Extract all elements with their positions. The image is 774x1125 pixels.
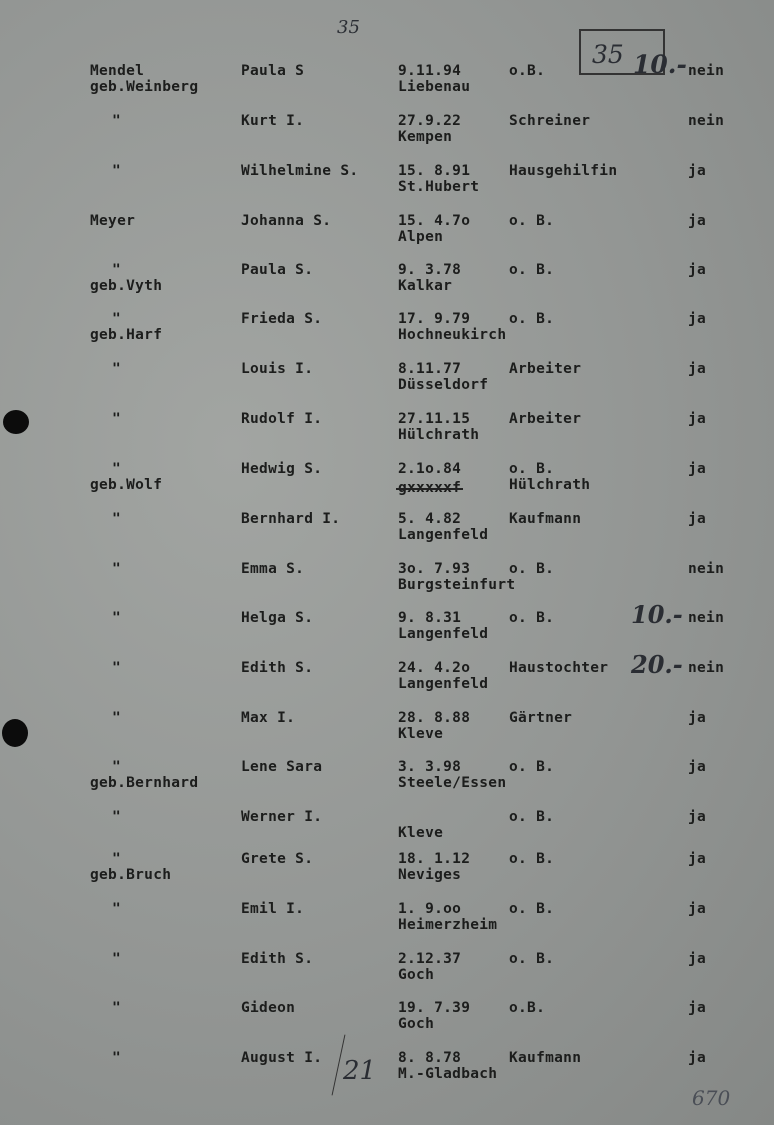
status: ja (688, 809, 707, 825)
birth-place: Burgsteinfurt (398, 577, 516, 593)
footer-number: 670 (692, 1086, 731, 1110)
birth-date: 8.11.77 (398, 361, 462, 377)
surname: " (112, 113, 122, 129)
occupation: Kaufmann (509, 511, 582, 527)
surname: " (112, 411, 122, 427)
surname: " (112, 759, 122, 775)
given-name: Johanna S. (241, 213, 332, 229)
struck-place: gxxxxxf (398, 480, 462, 496)
birth-place: Kempen (398, 129, 453, 145)
given-name: Emil I. (241, 901, 305, 917)
given-name: Max I. (241, 710, 296, 726)
birth-place: Neviges (398, 867, 462, 883)
birth-date: 24. 4.2o (398, 660, 471, 676)
status: ja (688, 1000, 707, 1016)
birth-name: geb.Bernhard (90, 775, 199, 791)
birth-date: 15. 4.7o (398, 213, 471, 229)
surname: " (112, 461, 122, 477)
birth-place: Heimerzheim (398, 917, 498, 933)
surname: " (112, 1050, 122, 1066)
surname: " (112, 901, 122, 917)
surname: " (112, 561, 122, 577)
birth-date: 9.11.94 (398, 63, 462, 79)
birth-place: Kleve (398, 726, 444, 742)
birth-place: St.Hubert (398, 179, 480, 195)
birth-place: Liebenau (398, 79, 471, 95)
birth-place: Düsseldorf (398, 377, 489, 393)
surname: " (112, 262, 122, 278)
fee-top: 10.- (633, 50, 687, 79)
surname: Meyer (90, 213, 136, 229)
status: ja (688, 901, 707, 917)
birth-place: Langenfeld (398, 527, 489, 543)
birth-date: 3o. 7.93 (398, 561, 471, 577)
surname: " (112, 610, 122, 626)
given-name: Gideon (241, 1000, 296, 1016)
status: ja (688, 411, 707, 427)
given-name: August I. (241, 1050, 323, 1066)
surname: " (112, 163, 122, 179)
punch-hole-lower (2, 719, 28, 747)
status: ja (688, 1050, 707, 1066)
occupation: Arbeiter (509, 411, 582, 427)
birth-date: 9. 8.31 (398, 610, 462, 626)
birth-date: 15. 8.91 (398, 163, 471, 179)
given-name: Wilhelmine S. (241, 163, 359, 179)
birth-date: 18. 1.12 (398, 851, 471, 867)
occupation: o.B. (509, 63, 546, 79)
status: ja (688, 759, 707, 775)
page-number: 35 (337, 17, 360, 38)
birth-name: geb.Harf (90, 327, 163, 343)
birth-name: geb.Bruch (90, 867, 172, 883)
occupation: o.B. (509, 1000, 546, 1016)
birth-place: Hülchrath (398, 427, 480, 443)
status: ja (688, 163, 707, 179)
status: ja (688, 213, 707, 229)
occupation: Schreiner (509, 113, 591, 129)
occupation: o. B. (509, 901, 555, 917)
surname: " (112, 851, 122, 867)
occupation: o. B. (509, 213, 555, 229)
birth-date: 2.1o.84 (398, 461, 462, 477)
surname: Mendel (90, 63, 145, 79)
birth-name: geb.Vyth (90, 278, 163, 294)
surname: " (112, 311, 122, 327)
occupation: o. B. (509, 851, 555, 867)
given-name: Frieda S. (241, 311, 323, 327)
birth-place: Hülchrath (509, 477, 591, 493)
given-name: Grete S. (241, 851, 314, 867)
birth-date: 27.11.15 (398, 411, 471, 427)
status: nein (688, 610, 725, 626)
fee-handwritten: 10.- (631, 600, 683, 629)
birth-date: 17. 9.79 (398, 311, 471, 327)
given-name: Bernhard I. (241, 511, 341, 527)
status: ja (688, 511, 707, 527)
stamp-box-number: 35 (592, 40, 624, 69)
occupation: o. B. (509, 809, 555, 825)
occupation: o. B. (509, 262, 555, 278)
birth-date: 3. 3.98 (398, 759, 462, 775)
given-name: Paula S (241, 63, 305, 79)
birth-place: Goch (398, 1016, 435, 1032)
surname: " (112, 511, 122, 527)
status: ja (688, 710, 707, 726)
birth-date: 19. 7.39 (398, 1000, 471, 1016)
surname: " (112, 809, 122, 825)
surname: " (112, 951, 122, 967)
given-name: Louis I. (241, 361, 314, 377)
occupation: Haustochter (509, 660, 609, 676)
given-name: Paula S. (241, 262, 314, 278)
given-name: Lene Sara (241, 759, 323, 775)
punch-hole-upper (3, 410, 29, 434)
given-name: Kurt I. (241, 113, 305, 129)
birth-date: 2.12.37 (398, 951, 462, 967)
surname: " (112, 660, 122, 676)
birth-place: M.-Gladbach (398, 1066, 498, 1082)
given-name: Hedwig S. (241, 461, 323, 477)
status: ja (688, 361, 707, 377)
status: ja (688, 311, 707, 327)
occupation: o. B. (509, 461, 555, 477)
birth-name: geb.Wolf (90, 477, 163, 493)
occupation: Gärtner (509, 710, 573, 726)
status: nein (688, 561, 725, 577)
status: ja (688, 461, 707, 477)
occupation: o. B. (509, 311, 555, 327)
birth-place: Hochneukirch (398, 327, 507, 343)
occupation: Arbeiter (509, 361, 582, 377)
status: ja (688, 851, 707, 867)
birth-date: 28. 8.88 (398, 710, 471, 726)
birth-place: Kleve (398, 825, 444, 841)
given-name: Edith S. (241, 951, 314, 967)
status: nein (688, 113, 725, 129)
birth-place: Langenfeld (398, 626, 489, 642)
given-name: Rudolf I. (241, 411, 323, 427)
status: nein (688, 660, 725, 676)
given-name: Edith S. (241, 660, 314, 676)
given-name: Emma S. (241, 561, 305, 577)
given-name: Werner I. (241, 809, 323, 825)
birth-place: Langenfeld (398, 676, 489, 692)
margin-mark: 21 (343, 1056, 377, 1086)
status: nein (688, 63, 725, 79)
birth-place: Alpen (398, 229, 444, 245)
surname: " (112, 1000, 122, 1016)
birth-date: 9. 3.78 (398, 262, 462, 278)
birth-date: 5. 4.82 (398, 511, 462, 527)
occupation: Hausgehilfin (509, 163, 618, 179)
birth-name: geb.Weinberg (90, 79, 199, 95)
occupation: o. B. (509, 951, 555, 967)
birth-date: 27.9.22 (398, 113, 462, 129)
given-name: Helga S. (241, 610, 314, 626)
occupation: o. B. (509, 561, 555, 577)
birth-place: Goch (398, 967, 435, 983)
fee-handwritten: 20.- (631, 650, 683, 679)
surname: " (112, 710, 122, 726)
occupation: o. B. (509, 610, 555, 626)
birth-place: Kalkar (398, 278, 453, 294)
surname: " (112, 361, 122, 377)
birth-place: Steele/Essen (398, 775, 507, 791)
status: ja (688, 262, 707, 278)
occupation: Kaufmann (509, 1050, 582, 1066)
birth-date: 8. 8.78 (398, 1050, 462, 1066)
occupation: o. B. (509, 759, 555, 775)
birth-date: 1. 9.oo (398, 901, 462, 917)
status: ja (688, 951, 707, 967)
